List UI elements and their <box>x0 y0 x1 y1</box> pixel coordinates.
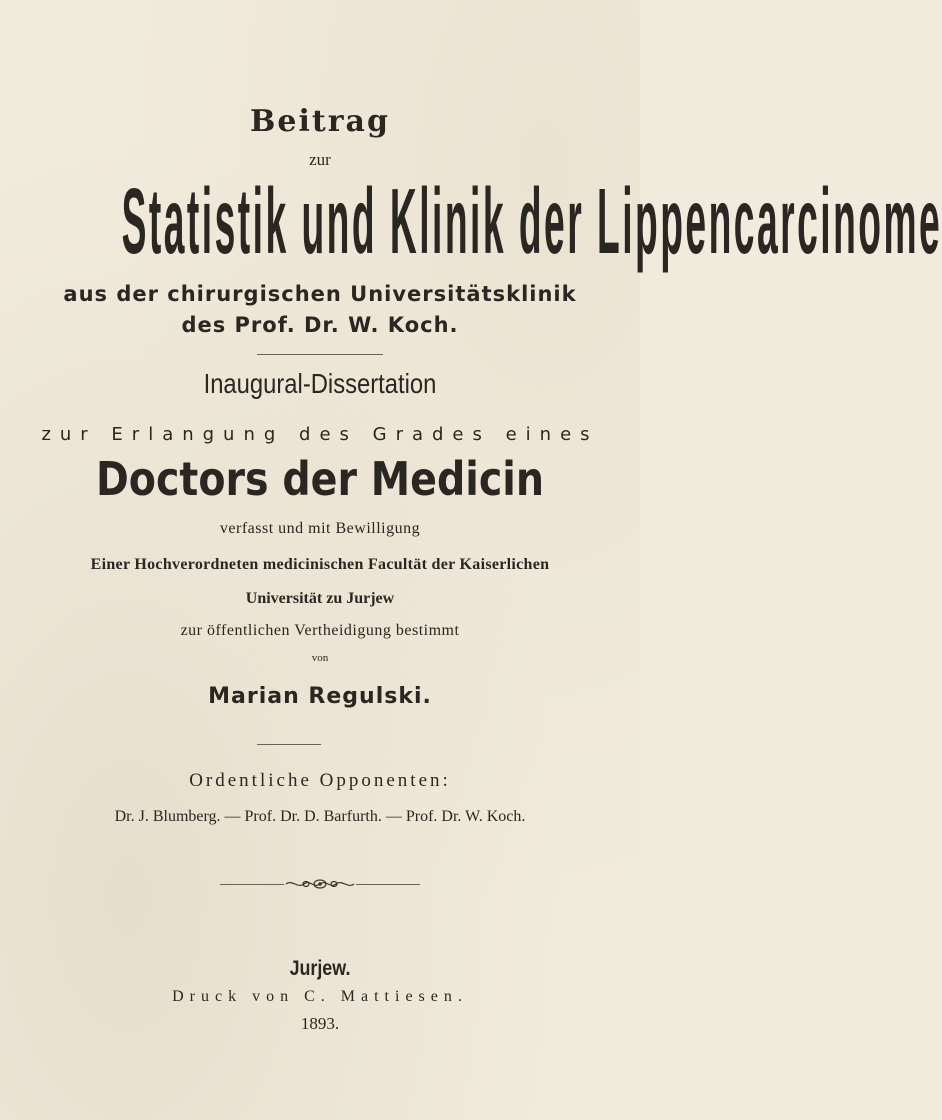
divider-rule <box>257 744 321 745</box>
opponents-heading: Ordentliche Opponenten: <box>189 770 451 791</box>
beitrag-heading: Beitrag <box>250 104 390 139</box>
main-title: Statistik und Klinik der Lippencarcinome <box>121 169 942 274</box>
purpose-line: zur Erlangung des Grades eines <box>41 424 599 445</box>
faculty-line: Einer Hochverordneten medicinischen Facultät der Kaiserlichen <box>90 556 550 573</box>
imprint-year: 1893. <box>300 1014 340 1033</box>
divider-rule <box>257 354 383 355</box>
imprint-place: Jurjew. <box>289 957 351 980</box>
clinic-line-1: aus der chirurgischen Universitätsklinik <box>63 282 577 306</box>
author-name: Marian Regulski. <box>208 684 432 709</box>
by-text: von <box>311 652 329 664</box>
approval-line: verfasst und mit Bewilligung <box>219 520 421 537</box>
clinic-line-2: des Prof. Dr. W. Koch. <box>181 313 459 337</box>
dissertation-type: Inaugural-Dissertation <box>203 368 437 399</box>
zur-text: zur <box>309 150 331 169</box>
imprint-printer: Druck von C. Mattiesen. <box>172 988 468 1005</box>
ornament-divider <box>220 878 420 890</box>
university-line: Universität zu Jurjew <box>245 590 395 607</box>
ornament-flourish-icon <box>284 878 356 890</box>
opponents-list: Dr. J. Blumberg. — Prof. Dr. D. Barfurth. — Prof. Dr. W. Koch. <box>114 808 526 825</box>
degree-title: Doctors der Medicin <box>95 452 545 506</box>
defense-line: zur öffentlichen Vertheidigung bestimmt <box>180 622 460 639</box>
